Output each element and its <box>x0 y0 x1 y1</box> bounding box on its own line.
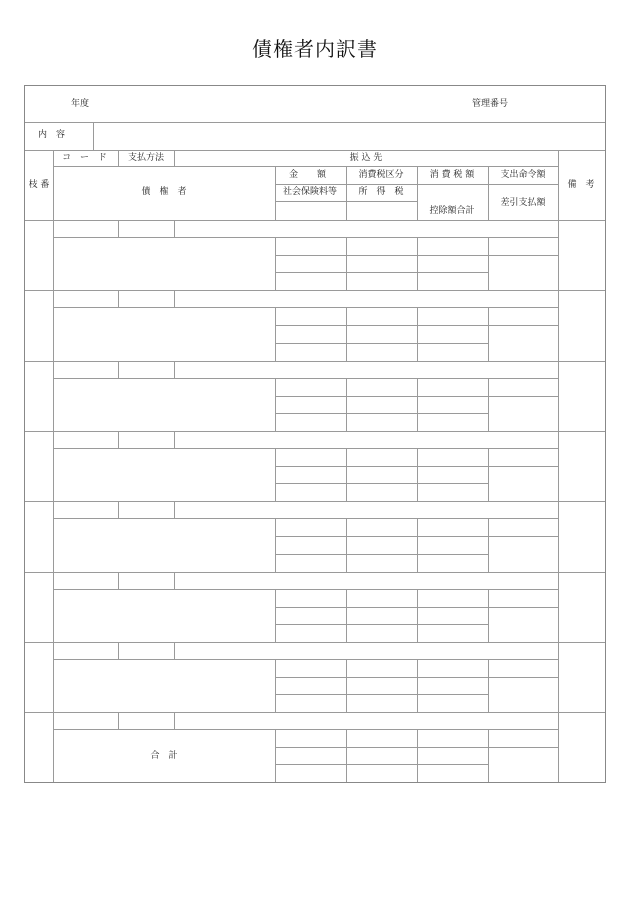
grid-line <box>488 659 489 712</box>
grid-line <box>275 554 488 555</box>
grid-line <box>53 307 558 308</box>
grid-line <box>25 431 605 432</box>
grid-line <box>346 659 347 712</box>
grid-line <box>346 237 347 290</box>
grid-line <box>118 290 119 307</box>
grid-line <box>275 677 558 678</box>
transfer-destination-field[interactable] <box>176 574 556 588</box>
creditor-field[interactable] <box>55 450 273 499</box>
creditor-field[interactable] <box>55 309 273 359</box>
grid-line <box>53 448 558 449</box>
grid-line <box>174 220 175 237</box>
grid-line <box>417 237 418 290</box>
grid-line <box>53 729 558 730</box>
grid-line <box>275 237 276 290</box>
payment-method-field[interactable] <box>120 574 172 588</box>
amount-field[interactable] <box>277 309 344 324</box>
grid-line <box>275 729 276 782</box>
grid-line <box>174 361 175 378</box>
creditor-field[interactable] <box>55 661 273 710</box>
code-field[interactable] <box>55 644 116 658</box>
grid-line <box>53 589 558 590</box>
payment-method-field[interactable] <box>120 222 172 236</box>
management-number-label: 管理番号 <box>472 99 509 109</box>
grid-line <box>25 361 605 362</box>
net-payment-header: 差引支払額 <box>500 198 546 208</box>
remarks-field[interactable] <box>560 574 604 640</box>
page-title: 債権者内訳書 <box>252 37 378 61</box>
grid-line <box>118 712 119 729</box>
remarks-header: 備 考 <box>567 180 595 190</box>
grid-line <box>53 659 558 660</box>
grid-line <box>174 642 175 659</box>
remarks-field[interactable] <box>560 363 604 429</box>
amount-field[interactable] <box>277 239 344 254</box>
branch-number-field[interactable] <box>27 292 51 359</box>
grid-line <box>275 396 558 397</box>
code-field[interactable] <box>55 433 116 447</box>
branch-number-header: 枝 番 <box>28 180 50 190</box>
grid-line <box>174 501 175 518</box>
grid-line <box>488 307 489 361</box>
management-number-field[interactable] <box>515 88 603 120</box>
amount-field[interactable] <box>277 520 344 535</box>
payment-method-field[interactable] <box>120 363 172 377</box>
social-insurance-header: 社会保険料等 <box>282 187 338 197</box>
grid-line <box>275 607 558 608</box>
grid-line <box>53 378 558 379</box>
grid-line <box>417 518 418 572</box>
payment-method-header: 支払方法 <box>127 153 165 163</box>
code-field[interactable] <box>55 363 116 377</box>
grid-line <box>488 378 489 431</box>
grid-line <box>25 572 605 573</box>
year-field[interactable] <box>105 88 465 120</box>
consumption-tax-header: 消 費 税 額 <box>429 170 475 180</box>
remarks-field[interactable] <box>560 433 604 499</box>
grid-line <box>118 431 119 448</box>
tax-category-header: 消費税区分 <box>358 170 404 180</box>
transfer-destination-field[interactable] <box>176 714 556 728</box>
remarks-field[interactable] <box>560 644 604 710</box>
transfer-destination-field[interactable] <box>176 503 556 517</box>
grid-line <box>275 448 276 501</box>
branch-number-field[interactable] <box>27 363 51 429</box>
grid-line <box>488 518 489 572</box>
grid-line <box>275 343 488 344</box>
grid-line <box>25 642 605 643</box>
payment-method-field[interactable] <box>120 644 172 658</box>
grid-line <box>174 712 175 729</box>
grid-line <box>118 642 119 659</box>
creditor-field[interactable] <box>55 591 273 640</box>
grid-line <box>275 255 558 256</box>
grid-line <box>275 764 488 765</box>
remarks-field[interactable] <box>560 503 604 570</box>
grid-line <box>174 572 175 589</box>
transfer-destination-field[interactable] <box>176 363 556 377</box>
code-field[interactable] <box>55 292 116 306</box>
content-label: 内 容 <box>38 130 66 140</box>
deduction-total-header: 控除額合計 <box>429 206 475 216</box>
grid-line <box>417 448 418 501</box>
code-field[interactable] <box>55 222 116 236</box>
code-field[interactable] <box>55 503 116 517</box>
branch-number-field[interactable] <box>27 222 51 288</box>
grid-line <box>488 589 489 642</box>
grid-line <box>275 272 488 273</box>
grid-line <box>25 712 605 713</box>
grid-line <box>417 659 418 712</box>
grid-line <box>25 290 605 291</box>
payment-order-amount-header: 支出命令額 <box>500 170 546 180</box>
creditor-field[interactable] <box>55 239 273 288</box>
amount-field[interactable] <box>277 450 344 465</box>
creditor-header: 債 権 者 <box>141 187 187 197</box>
transfer-destination-field[interactable] <box>176 292 556 306</box>
grid-line <box>417 378 418 431</box>
creditor-field[interactable] <box>55 731 273 780</box>
grid-line <box>275 747 558 748</box>
grid-line <box>118 572 119 589</box>
grid-line <box>275 378 276 431</box>
grid-line <box>275 483 488 484</box>
grid-line <box>488 237 489 290</box>
payment-method-field[interactable] <box>120 714 172 728</box>
year-label: 年度 <box>71 99 90 109</box>
amount-field[interactable] <box>277 380 344 395</box>
grid-line <box>275 466 558 467</box>
grid-line <box>417 307 418 361</box>
branch-number-field[interactable] <box>27 574 51 640</box>
transfer-destination-field[interactable] <box>176 222 556 236</box>
grid-line <box>275 694 488 695</box>
creditor-breakdown-form <box>24 85 606 783</box>
payment-method-field[interactable] <box>120 292 172 306</box>
grid-line <box>488 448 489 501</box>
code-field[interactable] <box>55 714 116 728</box>
grid-line <box>118 220 119 237</box>
code-field[interactable] <box>55 574 116 588</box>
grid-line <box>174 431 175 448</box>
grid-line <box>275 589 276 642</box>
grid-line <box>417 729 418 782</box>
grid-line <box>488 729 489 782</box>
transfer-destination-field[interactable] <box>176 644 556 658</box>
grid-line <box>346 729 347 782</box>
transfer-destination-field[interactable] <box>176 433 556 447</box>
grid-line <box>275 536 558 537</box>
payment-method-field[interactable] <box>120 503 172 517</box>
transfer-destination-header: 振 込 先 <box>349 153 383 163</box>
creditor-field[interactable] <box>55 380 273 429</box>
branch-number-field[interactable] <box>27 503 51 570</box>
grid-line <box>275 659 276 712</box>
remarks-field[interactable] <box>560 222 604 288</box>
grid-line <box>174 290 175 307</box>
grid-line <box>25 501 605 502</box>
remarks-field[interactable] <box>560 714 604 780</box>
income-tax-header: 所 得 税 <box>358 187 404 197</box>
grid-line <box>346 589 347 642</box>
grid-line <box>275 413 488 414</box>
amount-field[interactable] <box>277 661 344 676</box>
content-field[interactable] <box>95 124 603 148</box>
amount-field[interactable] <box>277 731 344 746</box>
branch-number-field[interactable] <box>27 714 51 780</box>
total-label: 合 計 <box>150 751 178 761</box>
grid-line <box>275 624 488 625</box>
branch-number-field[interactable] <box>27 433 51 499</box>
grid-line <box>275 307 276 361</box>
creditor-field[interactable] <box>55 520 273 570</box>
grid-line <box>417 589 418 642</box>
grid-line <box>346 378 347 431</box>
grid-line <box>118 361 119 378</box>
grid-line <box>346 448 347 501</box>
remarks-field[interactable] <box>560 292 604 359</box>
grid-line <box>275 518 276 572</box>
branch-number-field[interactable] <box>27 644 51 710</box>
amount-header: 金 額 <box>288 170 332 180</box>
code-header: コ ー ド <box>62 153 110 163</box>
amount-field[interactable] <box>277 591 344 606</box>
grid-line <box>53 518 558 519</box>
grid-line <box>346 307 347 361</box>
grid-line <box>346 518 347 572</box>
grid-line <box>118 501 119 518</box>
payment-method-field[interactable] <box>120 433 172 447</box>
grid-line <box>53 237 558 238</box>
grid-line <box>275 325 558 326</box>
